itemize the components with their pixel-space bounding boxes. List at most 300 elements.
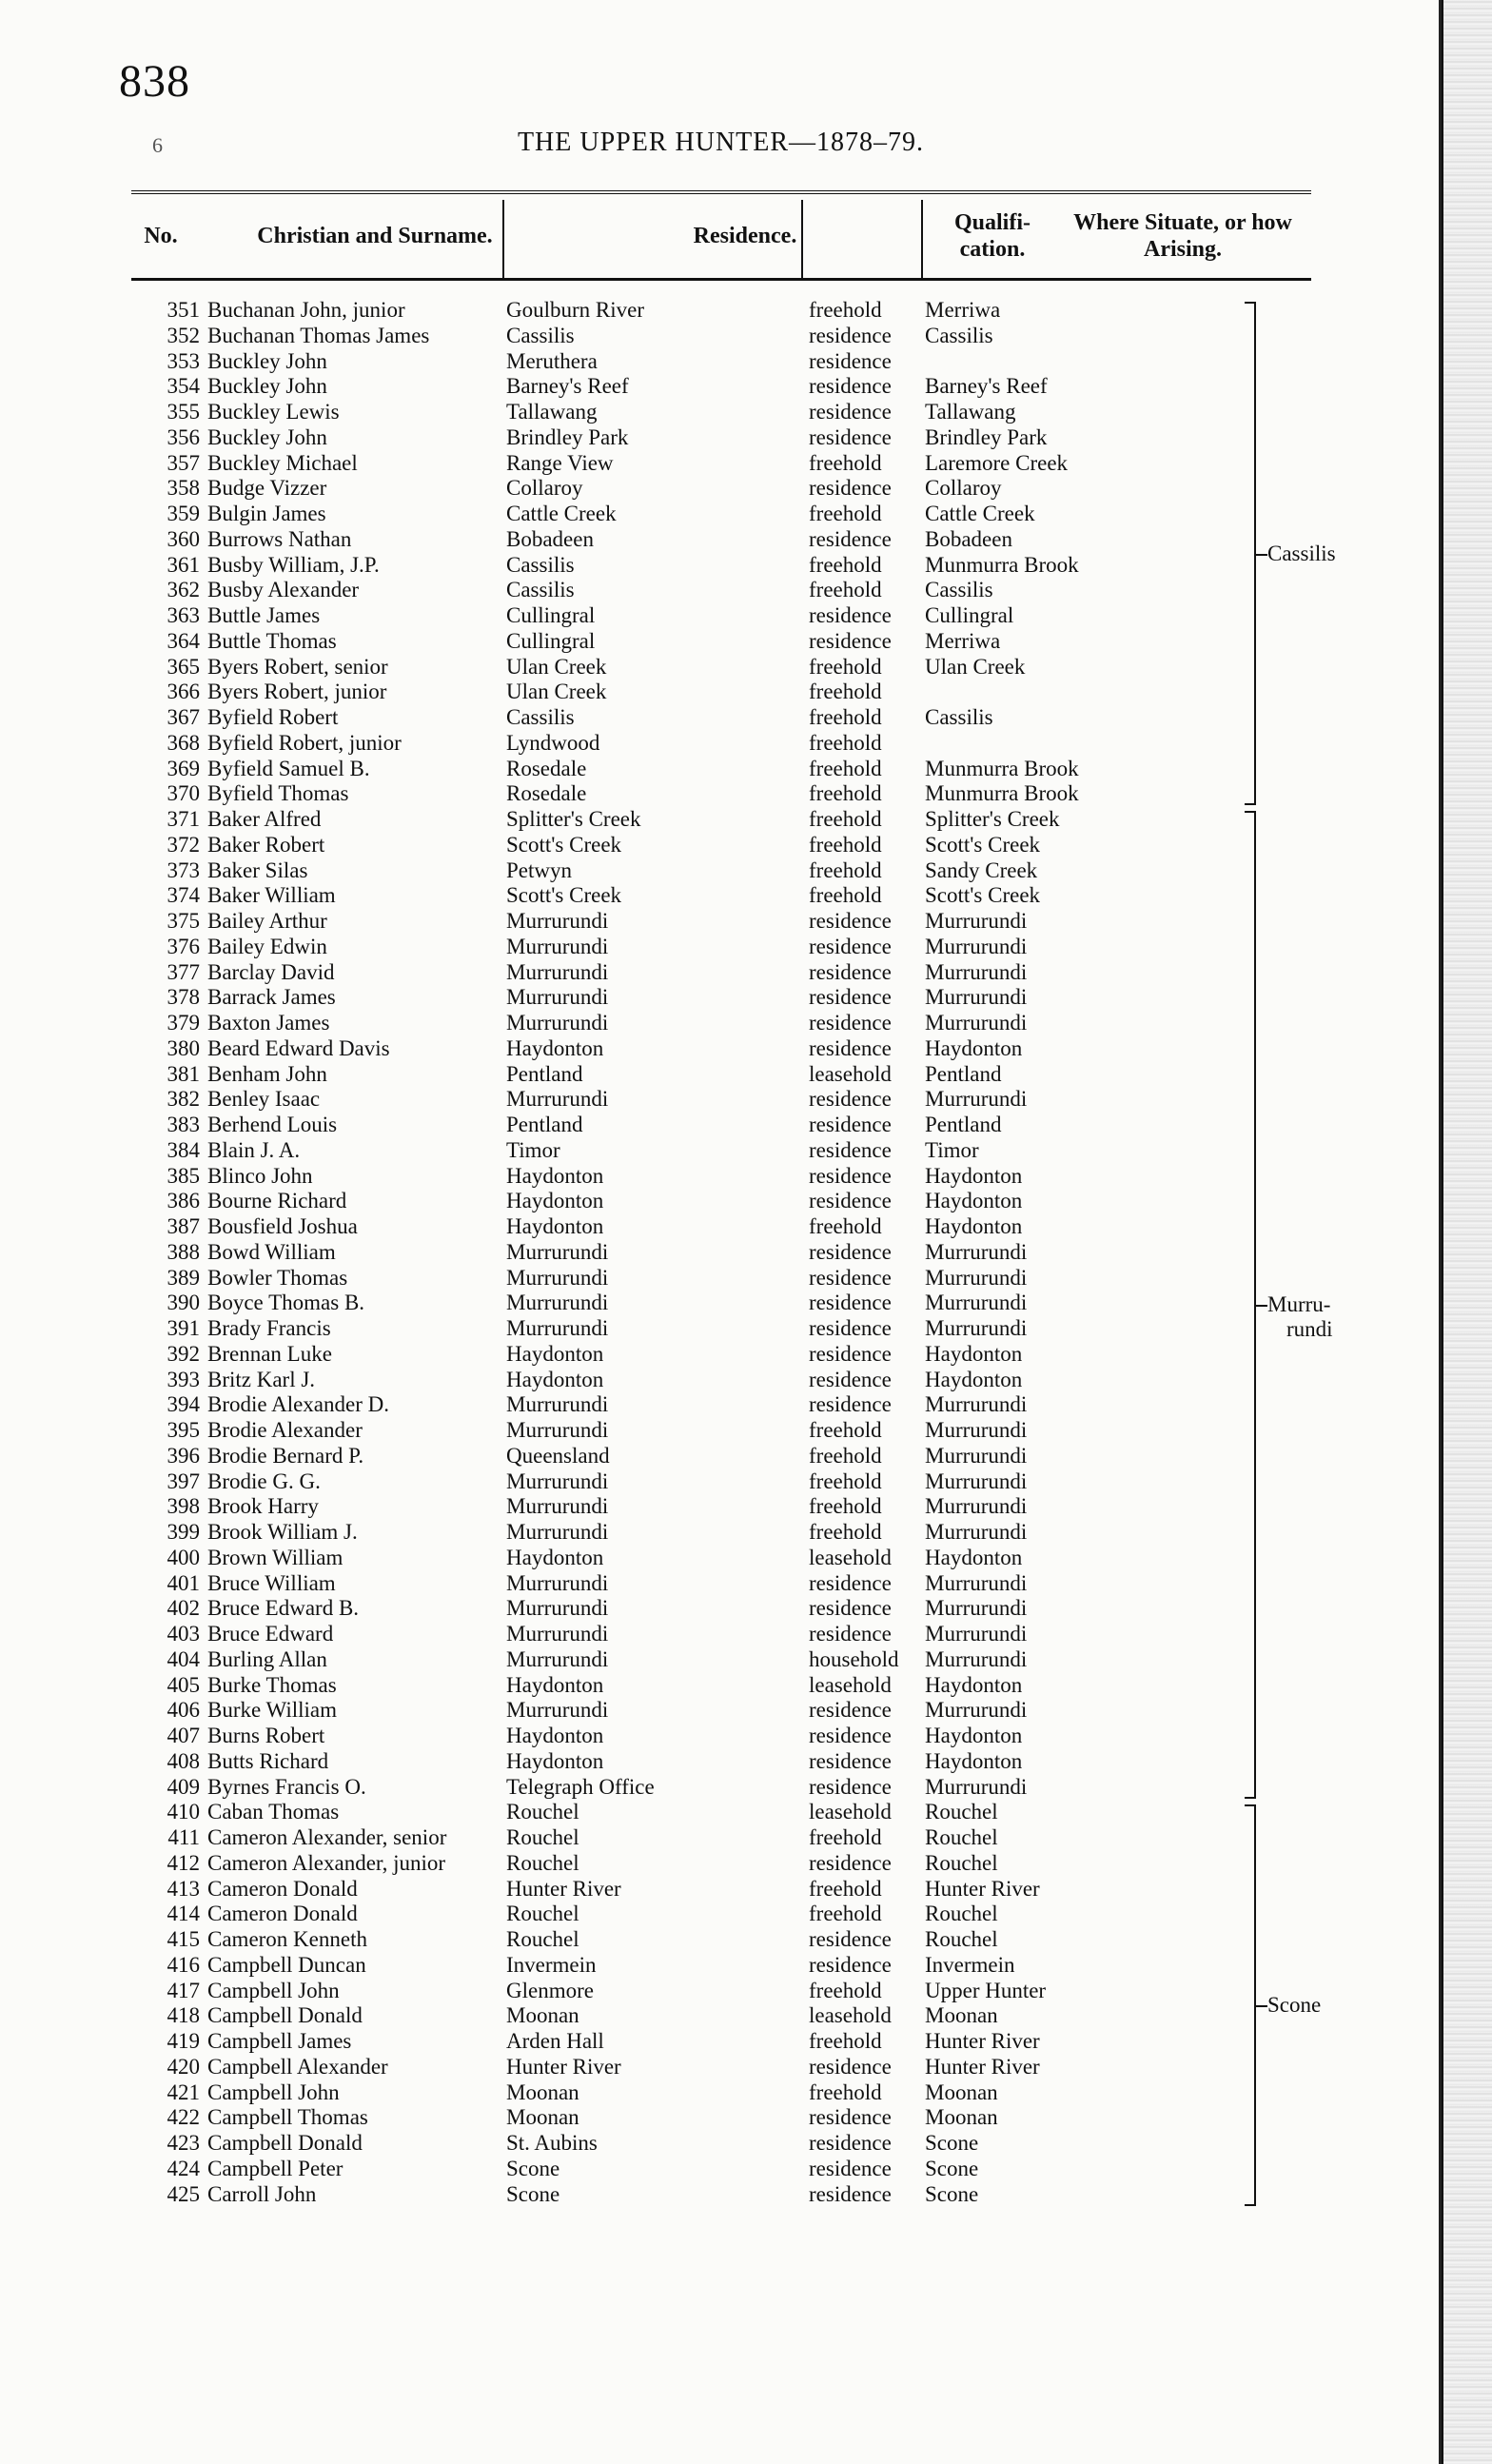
qualification-cell: residence bbox=[809, 476, 892, 501]
entry-number: 365 bbox=[167, 654, 200, 679]
entry-number: 382 bbox=[167, 1087, 200, 1112]
where-situate-cell: Scott's Creek bbox=[925, 883, 1041, 908]
entry-number: 371 bbox=[167, 807, 200, 831]
qualification-cell: leasehold bbox=[809, 1672, 892, 1697]
district-label: Scone bbox=[1267, 1992, 1322, 2017]
table-row bbox=[0, 1851, 1313, 1877]
elector-name: Campbell John bbox=[207, 2080, 340, 2104]
residence-cell: Haydonton bbox=[506, 1163, 604, 1188]
elector-name: Benham John bbox=[207, 1061, 327, 1086]
elector-name: Brown William bbox=[207, 1545, 344, 1569]
residence-cell: Cattle Creek bbox=[506, 502, 617, 525]
where-situate-cell: Cassilis bbox=[925, 705, 993, 729]
elector-name: Buchanan John, junior bbox=[207, 298, 405, 322]
qualification-cell: freehold bbox=[809, 298, 882, 322]
qualification-cell: household bbox=[809, 1646, 899, 1671]
residence-cell: Queensland bbox=[506, 1443, 610, 1468]
residence-cell: Murrurundi bbox=[506, 1698, 609, 1723]
qualification-cell: residence bbox=[809, 1087, 892, 1112]
qualification-cell: residence bbox=[809, 628, 892, 653]
where-situate-cell: Scone bbox=[925, 2181, 979, 2206]
table-row bbox=[0, 1240, 1313, 1266]
entry-number: 398 bbox=[167, 1494, 200, 1519]
residence-cell: St. Aubins bbox=[506, 2131, 598, 2155]
where-situate-cell: Splitter's Creek bbox=[925, 807, 1060, 831]
entry-number: 386 bbox=[167, 1189, 200, 1213]
where-situate-cell: Timor bbox=[925, 1137, 979, 1162]
qualification-cell: freehold bbox=[809, 1418, 882, 1442]
table-row bbox=[0, 1138, 1313, 1164]
where-situate-cell: Munmurra Brook bbox=[925, 552, 1079, 577]
elector-name: Burrows Nathan bbox=[207, 526, 352, 551]
residence-cell: Scott's Creek bbox=[506, 832, 622, 857]
elector-name: Carroll John bbox=[207, 2181, 317, 2206]
qualification-cell: residence bbox=[809, 348, 892, 373]
residence-cell: Invermein bbox=[506, 1952, 597, 1977]
elector-name: Bowler Thomas bbox=[207, 1265, 348, 1290]
table-row bbox=[0, 1979, 1313, 2004]
residence-cell: Scott's Creek bbox=[506, 883, 622, 908]
entry-number: 367 bbox=[167, 705, 200, 729]
table-row bbox=[0, 1520, 1313, 1546]
qualification-cell: freehold bbox=[809, 1825, 882, 1849]
where-situate-cell: Cullingral bbox=[925, 603, 1014, 627]
entry-number: 392 bbox=[167, 1341, 200, 1366]
elector-name: Cameron Donald bbox=[207, 1876, 358, 1901]
qualification-cell: residence bbox=[809, 374, 892, 399]
entry-number: 417 bbox=[167, 1978, 200, 2002]
table-row bbox=[0, 2029, 1313, 2055]
entry-number: 368 bbox=[167, 730, 200, 755]
residence-cell: Cassilis bbox=[506, 705, 575, 729]
page-number: 838 bbox=[119, 56, 190, 107]
table-row bbox=[0, 1392, 1313, 1418]
where-situate-cell: Murrurundi bbox=[925, 1622, 1028, 1646]
elector-name: Buchanan Thomas James bbox=[207, 323, 430, 347]
where-situate-cell: Scott's Creek bbox=[925, 832, 1041, 857]
table-row bbox=[0, 1724, 1313, 1749]
entry-number: 357 bbox=[167, 450, 200, 475]
table-row bbox=[0, 1087, 1313, 1113]
elector-name: Buttle Thomas bbox=[207, 628, 337, 653]
entry-number: 405 bbox=[167, 1672, 200, 1697]
elector-name: Bruce Edward B. bbox=[207, 1596, 360, 1621]
qualification-cell: residence bbox=[809, 603, 892, 627]
residence-cell: Range View bbox=[506, 450, 614, 475]
where-situate-cell: Rouchel bbox=[925, 1927, 998, 1951]
where-situate-cell: Murrurundi bbox=[925, 1265, 1028, 1290]
entry-number: 362 bbox=[167, 578, 200, 602]
table-row bbox=[0, 1877, 1313, 1902]
where-situate-cell: Murrurundi bbox=[925, 1011, 1028, 1035]
residence-cell: Cullingral bbox=[506, 603, 596, 627]
table-row bbox=[0, 425, 1313, 451]
qualification-cell: residence bbox=[809, 2156, 892, 2180]
table-row bbox=[0, 1596, 1313, 1622]
elector-name: Byfield Thomas bbox=[207, 781, 349, 806]
residence-cell: Rouchel bbox=[506, 1902, 579, 1926]
residence-cell: Scone bbox=[506, 2181, 560, 2206]
table-row bbox=[0, 1775, 1313, 1801]
residence-cell: Murrurundi bbox=[506, 1622, 609, 1646]
table-row bbox=[0, 1546, 1313, 1571]
qualification-cell: residence bbox=[809, 1774, 892, 1799]
where-situate-cell: Haydonton bbox=[925, 1341, 1023, 1366]
where-situate-cell: Pentland bbox=[925, 1113, 1002, 1136]
residence-cell: Haydonton bbox=[506, 1748, 604, 1773]
where-situate-cell: Murrurundi bbox=[925, 1698, 1028, 1723]
where-situate-cell: Murrurundi bbox=[925, 1469, 1028, 1493]
residence-cell: Rouchel bbox=[506, 1825, 579, 1849]
elector-name: Bourne Richard bbox=[207, 1189, 347, 1213]
residence-cell: Murrurundi bbox=[506, 1469, 609, 1493]
qualification-cell: residence bbox=[809, 909, 892, 933]
qualification-cell: residence bbox=[809, 1724, 892, 1747]
elector-list bbox=[0, 298, 1313, 2207]
residence-cell: Murrurundi bbox=[506, 1520, 609, 1544]
table-header bbox=[131, 190, 1311, 281]
table-row bbox=[0, 909, 1313, 935]
elector-name: Cameron Donald bbox=[207, 1902, 358, 1926]
column-divider bbox=[502, 200, 504, 278]
entry-number: 412 bbox=[167, 1850, 200, 1875]
qualification-cell: freehold bbox=[809, 883, 882, 908]
elector-name: Buckley John bbox=[207, 424, 327, 449]
elector-name: Byfield Samuel B. bbox=[207, 756, 370, 780]
table-row bbox=[0, 1444, 1313, 1469]
qualification-cell: residence bbox=[809, 400, 892, 424]
qualification-cell: freehold bbox=[809, 1214, 882, 1238]
residence-cell: Barney's Reef bbox=[506, 374, 629, 399]
elector-name: Blain J. A. bbox=[207, 1137, 301, 1162]
elector-name: Cameron Alexander, senior bbox=[207, 1825, 447, 1849]
qualification-cell: leasehold bbox=[809, 1800, 892, 1824]
table-row bbox=[0, 1036, 1313, 1062]
table-row bbox=[0, 883, 1313, 909]
table-row bbox=[0, 1214, 1313, 1240]
entry-number: 395 bbox=[167, 1418, 200, 1442]
qualification-cell: residence bbox=[809, 424, 892, 449]
elector-name: Brennan Luke bbox=[207, 1341, 332, 1366]
elector-name: Campbell John bbox=[207, 1978, 340, 2002]
table-row bbox=[0, 527, 1313, 553]
where-situate-cell: Haydonton bbox=[925, 1163, 1023, 1188]
where-situate-cell: Merriwa bbox=[925, 298, 1001, 322]
table-row bbox=[0, 1189, 1313, 1214]
entry-number: 352 bbox=[167, 323, 200, 347]
where-situate-cell: Scone bbox=[925, 2156, 979, 2180]
residence-cell: Murrurundi bbox=[506, 1418, 609, 1442]
elector-name: Bruce William bbox=[207, 1570, 336, 1595]
table-row bbox=[0, 757, 1313, 782]
residence-cell: Murrurundi bbox=[506, 1291, 609, 1315]
elector-name: Brodie Alexander D. bbox=[207, 1392, 389, 1417]
qualification-cell: freehold bbox=[809, 807, 882, 831]
where-situate-cell: Upper Hunter bbox=[925, 1978, 1047, 2002]
table-row bbox=[0, 985, 1313, 1011]
entry-number: 411 bbox=[167, 1825, 200, 1849]
table-row bbox=[0, 2055, 1313, 2080]
entry-number: 366 bbox=[167, 680, 200, 704]
header-name: Christian and Surname. bbox=[257, 224, 493, 248]
residence-cell: Ulan Creek bbox=[506, 654, 607, 679]
qualification-cell: residence bbox=[809, 1265, 892, 1290]
residence-cell: Scone bbox=[506, 2156, 560, 2180]
residence-cell: Pentland bbox=[506, 1113, 583, 1136]
table-row bbox=[0, 349, 1313, 375]
qualification-cell: residence bbox=[809, 1316, 892, 1340]
elector-name: Budge Vizzer bbox=[207, 476, 327, 501]
entry-number: 379 bbox=[167, 1011, 200, 1035]
residence-cell: Arden Hall bbox=[506, 2029, 604, 2053]
where-situate-cell: Brindley Park bbox=[925, 424, 1048, 449]
district-brace bbox=[1254, 302, 1256, 805]
qualification-cell: freehold bbox=[809, 832, 882, 857]
entry-number: 385 bbox=[167, 1163, 200, 1188]
entry-number: 388 bbox=[167, 1239, 200, 1264]
elector-name: Campbell Alexander bbox=[207, 2054, 388, 2079]
where-situate-cell: Haydonton bbox=[925, 1545, 1023, 1569]
table-row bbox=[0, 502, 1313, 527]
entry-number: 420 bbox=[167, 2054, 200, 2079]
table-row bbox=[0, 731, 1313, 757]
residence-cell: Meruthera bbox=[506, 348, 598, 373]
table-row bbox=[0, 960, 1313, 986]
where-situate-cell: Murrurundi bbox=[925, 1418, 1028, 1442]
running-title: THE UPPER HUNTER—1878–79. bbox=[517, 128, 925, 157]
elector-name: Campbell James bbox=[207, 2029, 352, 2053]
table-row bbox=[0, 2105, 1313, 2131]
entry-number: 408 bbox=[167, 1748, 200, 1773]
header-residence: Residence. bbox=[693, 224, 797, 248]
table-row bbox=[0, 1902, 1313, 1927]
entry-number: 402 bbox=[167, 1596, 200, 1621]
entry-number: 413 bbox=[167, 1876, 200, 1901]
residence-cell: Moonan bbox=[506, 2003, 579, 2028]
entry-number: 363 bbox=[167, 603, 200, 627]
residence-cell: Splitter's Creek bbox=[506, 807, 641, 831]
entry-number: 374 bbox=[167, 883, 200, 908]
where-situate-cell: Merriwa bbox=[925, 628, 1001, 653]
residence-cell: Brindley Park bbox=[506, 424, 629, 449]
elector-name: Bailey Arthur bbox=[207, 909, 327, 933]
qualification-cell: residence bbox=[809, 1011, 892, 1035]
residence-cell: Tallawang bbox=[506, 400, 598, 424]
book-edge bbox=[1442, 0, 1492, 2464]
qualification-cell: residence bbox=[809, 1622, 892, 1646]
residence-cell: Rosedale bbox=[506, 781, 587, 806]
qualification-cell: freehold bbox=[809, 756, 882, 780]
entry-number: 375 bbox=[167, 909, 200, 933]
where-situate-cell: Murrurundi bbox=[925, 1392, 1028, 1417]
qualification-cell: residence bbox=[809, 934, 892, 958]
qualification-cell: residence bbox=[809, 1570, 892, 1595]
table-row bbox=[0, 1062, 1313, 1088]
qualification-cell: residence bbox=[809, 1163, 892, 1188]
elector-name: Byfield Robert, junior bbox=[207, 730, 402, 755]
elector-name: Burling Allan bbox=[207, 1646, 327, 1671]
where-situate-cell: Pentland bbox=[925, 1061, 1002, 1086]
elector-name: Campbell Donald bbox=[207, 2003, 363, 2028]
entry-number: 397 bbox=[167, 1469, 200, 1493]
where-situate-cell: Murrurundi bbox=[925, 909, 1028, 933]
where-situate-cell: Scone bbox=[925, 2131, 979, 2155]
where-situate-cell: Haydonton bbox=[925, 1214, 1023, 1238]
qualification-cell: residence bbox=[809, 2054, 892, 2079]
entry-number: 424 bbox=[167, 2156, 200, 2180]
where-situate-cell: Murrurundi bbox=[925, 1316, 1028, 1340]
where-situate-cell: Haydonton bbox=[925, 1189, 1023, 1213]
qualification-cell: residence bbox=[809, 1850, 892, 1875]
residence-cell: Cassilis bbox=[506, 552, 575, 577]
entry-number: 370 bbox=[167, 781, 200, 806]
residence-cell: Murrurundi bbox=[506, 934, 609, 958]
qualification-cell: residence bbox=[809, 1927, 892, 1951]
district-brace bbox=[1254, 1804, 1256, 2206]
elector-name: Britz Karl J. bbox=[207, 1367, 316, 1391]
where-situate-cell: Haydonton bbox=[925, 1672, 1023, 1697]
entry-number: 425 bbox=[167, 2181, 200, 2206]
table-row bbox=[0, 1800, 1313, 1825]
elector-name: Brook Harry bbox=[207, 1494, 319, 1519]
entry-number: 360 bbox=[167, 526, 200, 551]
entry-number: 384 bbox=[167, 1137, 200, 1162]
qualification-cell: freehold bbox=[809, 552, 882, 577]
qualification-cell: residence bbox=[809, 526, 892, 551]
table-row bbox=[0, 2182, 1313, 2208]
table-row bbox=[0, 680, 1313, 705]
residence-cell: Haydonton bbox=[506, 1724, 604, 1747]
qualification-cell: freehold bbox=[809, 1443, 882, 1468]
entry-number: 418 bbox=[167, 2003, 200, 2028]
where-situate-cell: Rouchel bbox=[925, 1800, 998, 1824]
column-divider bbox=[921, 200, 923, 278]
elector-name: Baker William bbox=[207, 883, 336, 908]
elector-name: Caban Thomas bbox=[207, 1800, 340, 1824]
residence-cell: Haydonton bbox=[506, 1035, 604, 1060]
qualification-cell: freehold bbox=[809, 1876, 882, 1901]
qualification-cell: freehold bbox=[809, 502, 882, 525]
entry-number: 376 bbox=[167, 934, 200, 958]
table-row bbox=[0, 578, 1313, 603]
residence-cell: Rouchel bbox=[506, 1850, 579, 1875]
residence-cell: Rosedale bbox=[506, 756, 587, 780]
entry-number: 399 bbox=[167, 1520, 200, 1544]
qualification-cell: leasehold bbox=[809, 1061, 892, 1086]
residence-cell: Murrurundi bbox=[506, 959, 609, 984]
table-row bbox=[0, 1698, 1313, 1724]
elector-name: Buckley John bbox=[207, 348, 327, 373]
entry-number: 353 bbox=[167, 348, 200, 373]
table-row bbox=[0, 1647, 1313, 1673]
qualification-cell: freehold bbox=[809, 730, 882, 755]
table-row bbox=[0, 324, 1313, 349]
table-row bbox=[0, 1291, 1313, 1316]
elector-name: Baxton James bbox=[207, 1011, 330, 1035]
header-no: No. bbox=[144, 224, 178, 248]
where-situate-cell: Haydonton bbox=[925, 1035, 1023, 1060]
table-row bbox=[0, 807, 1313, 833]
qualification-cell: residence bbox=[809, 2181, 892, 2206]
elector-name: Brodie Bernard P. bbox=[207, 1443, 364, 1468]
column-divider bbox=[801, 200, 803, 278]
elector-name: Bulgin James bbox=[207, 502, 326, 525]
residence-cell: Bobadeen bbox=[506, 526, 594, 551]
residence-cell: Murrurundi bbox=[506, 1392, 609, 1417]
elector-name: Butts Richard bbox=[207, 1748, 329, 1773]
where-situate-cell: Murrurundi bbox=[925, 1570, 1028, 1595]
table-row bbox=[0, 2131, 1313, 2157]
district-label: Cassilis bbox=[1267, 541, 1336, 565]
where-situate-cell: Murrurundi bbox=[925, 1087, 1028, 1112]
where-situate-cell: Murrurundi bbox=[925, 934, 1028, 958]
table-row bbox=[0, 1673, 1313, 1699]
table-row bbox=[0, 1316, 1313, 1342]
entry-number: 354 bbox=[167, 374, 200, 399]
residence-cell: Murrurundi bbox=[506, 1646, 609, 1671]
where-situate-cell: Murrurundi bbox=[925, 959, 1028, 984]
elector-name: Baker Alfred bbox=[207, 807, 322, 831]
where-situate-cell: Moonan bbox=[925, 2105, 998, 2130]
residence-cell: Cullingral bbox=[506, 628, 596, 653]
elector-name: Buckley John bbox=[207, 374, 327, 399]
entry-number: 404 bbox=[167, 1646, 200, 1671]
qualification-cell: freehold bbox=[809, 654, 882, 679]
where-situate-cell: Murrurundi bbox=[925, 1774, 1028, 1799]
entry-number: 416 bbox=[167, 1952, 200, 1977]
residence-cell: Murrurundi bbox=[506, 1011, 609, 1035]
table-row bbox=[0, 298, 1313, 324]
table-row bbox=[0, 603, 1313, 629]
residence-cell: Haydonton bbox=[506, 1341, 604, 1366]
entry-number: 396 bbox=[167, 1443, 200, 1468]
qualification-cell: freehold bbox=[809, 578, 882, 602]
residence-cell: Ulan Creek bbox=[506, 680, 607, 704]
entry-number: 410 bbox=[167, 1800, 200, 1824]
table-row bbox=[0, 1571, 1313, 1597]
qualification-cell: freehold bbox=[809, 1520, 882, 1544]
where-situate-cell: Invermein bbox=[925, 1952, 1015, 1977]
residence-cell: Cassilis bbox=[506, 578, 575, 602]
where-situate-cell: Moonan bbox=[925, 2003, 998, 2028]
elector-name: Barrack James bbox=[207, 985, 336, 1010]
qualification-cell: freehold bbox=[809, 1978, 882, 2002]
entry-number: 406 bbox=[167, 1698, 200, 1723]
residence-cell: Glenmore bbox=[506, 1978, 594, 2002]
residence-cell: Rouchel bbox=[506, 1927, 579, 1951]
elector-name: Boyce Thomas B. bbox=[207, 1291, 365, 1315]
qualification-cell: residence bbox=[809, 1748, 892, 1773]
residence-cell: Murrurundi bbox=[506, 985, 609, 1010]
qualification-cell: residence bbox=[809, 1952, 892, 1977]
header-qualification bbox=[931, 194, 1054, 278]
where-situate-cell: Cattle Creek bbox=[925, 502, 1035, 525]
elector-name: Bousfield Joshua bbox=[207, 1214, 358, 1238]
where-situate-cell: Hunter River bbox=[925, 1876, 1040, 1901]
entry-number: 364 bbox=[167, 628, 200, 653]
header-where: Where Situate, or how Arising. bbox=[1073, 210, 1292, 262]
table-row bbox=[0, 451, 1313, 477]
entry-number: 401 bbox=[167, 1570, 200, 1595]
elector-name: Campbell Thomas bbox=[207, 2105, 368, 2130]
residence-cell: Murrurundi bbox=[506, 1087, 609, 1112]
entry-number: 355 bbox=[167, 400, 200, 424]
qualification-cell: residence bbox=[809, 2131, 892, 2155]
table-row bbox=[0, 1418, 1313, 1444]
elector-name: Benley Isaac bbox=[207, 1087, 321, 1112]
where-situate-cell: Haydonton bbox=[925, 1748, 1023, 1773]
where-situate-cell: Barney's Reef bbox=[925, 374, 1048, 399]
